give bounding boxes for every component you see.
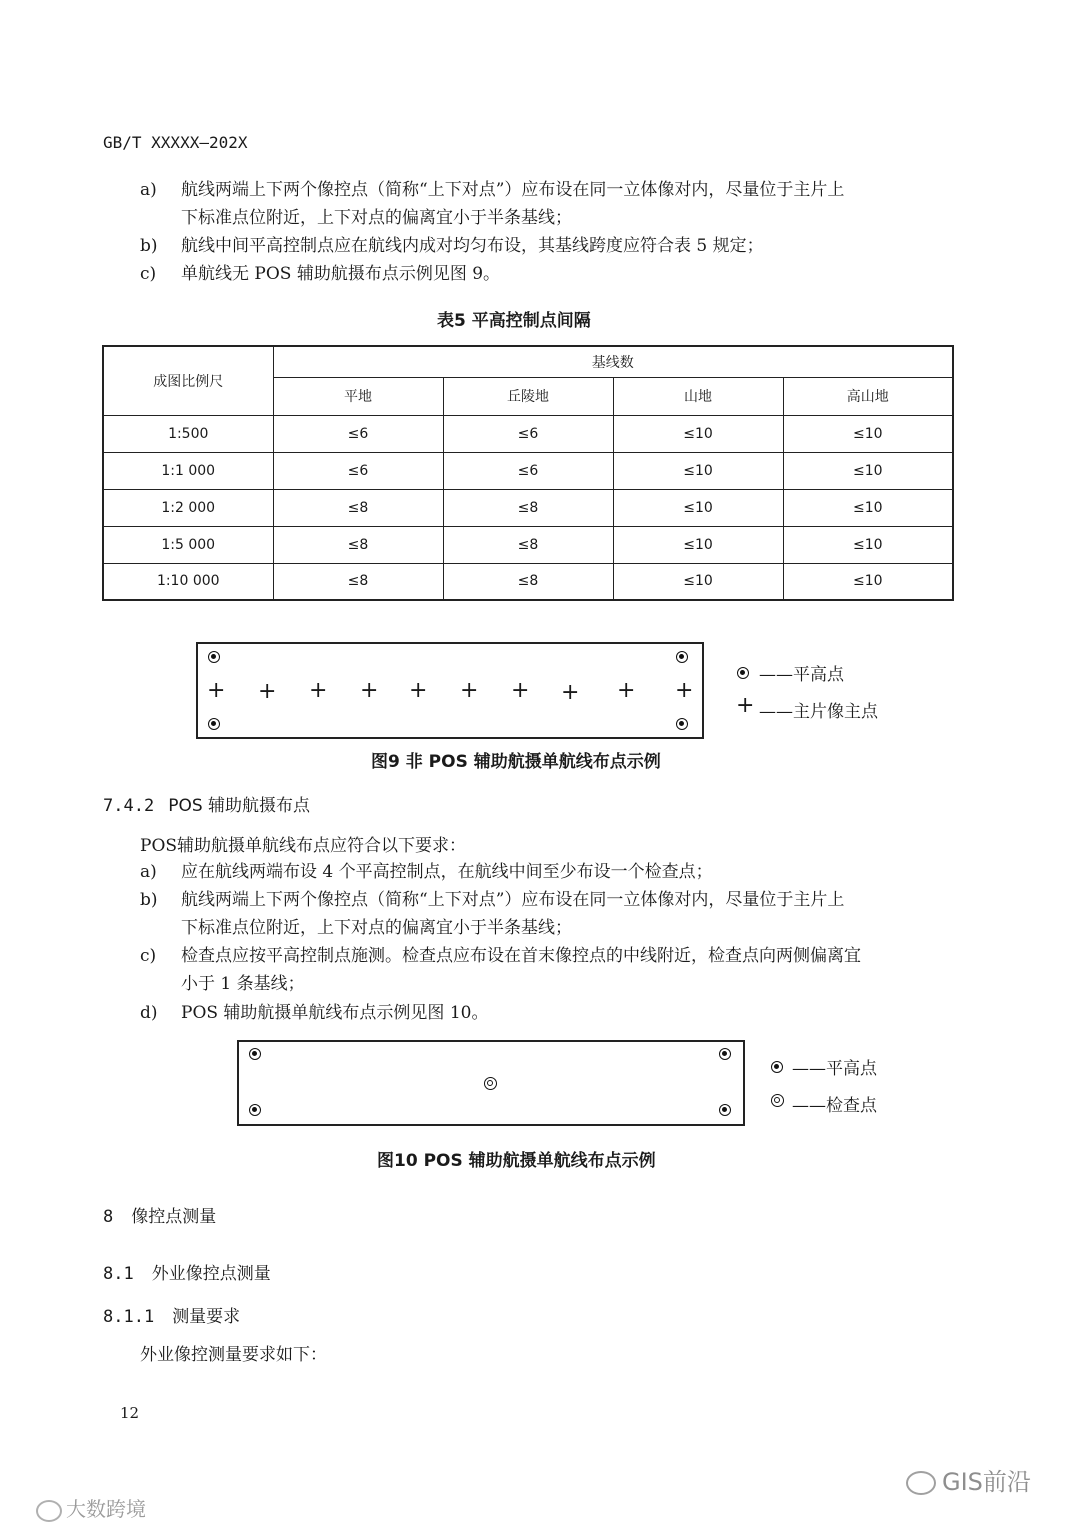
list-item-text: 航线两端上下两个像控点（简称“上下对点”）应布设在同一立体像对内，尽量位于主片上 — [181, 180, 845, 200]
principal-point-icon: + — [309, 678, 328, 703]
value-cell: ≤6 — [443, 415, 613, 452]
table-row — [103, 452, 953, 489]
check-point-icon — [771, 1094, 784, 1107]
value-cell: ≤10 — [783, 526, 953, 563]
scale-cell: 1:2 000 — [103, 489, 273, 526]
terrain-header: 平地 — [273, 377, 443, 415]
figure10-caption: 图10 POS 辅助航摄单航线布点示例 — [377, 1151, 656, 1171]
page-number: 12 — [120, 1404, 140, 1422]
principal-point-icon: + — [736, 693, 755, 718]
table-caption: 表5 平高控制点间隔 — [437, 311, 591, 331]
section-heading: 8.1 外业像控点测量 — [103, 1264, 271, 1284]
scale-cell: 1:10 000 — [103, 563, 273, 600]
section-heading: 8.1.1 测量要求 — [103, 1307, 241, 1327]
table-row — [103, 415, 953, 452]
figure9-diagram — [196, 642, 704, 739]
list-item-text: 下标准点位附近，上下对点的偏离宜小于半条基线； — [181, 918, 572, 938]
standard-id: GB/T XXXXX—202X — [103, 133, 248, 152]
principal-point-icon: + — [207, 678, 226, 703]
control-point-icon — [676, 718, 688, 730]
principal-point-icon: + — [511, 678, 530, 703]
list-item-text: 应在航线两端布设 4 个平高控制点，在航线中间至少布设一个检查点； — [181, 862, 713, 882]
legend-principal-label: ——主片像主点 — [759, 702, 878, 722]
list-item-text: POS 辅助航摄单航线布点示例见图 10。 — [181, 1003, 489, 1023]
value-cell: ≤8 — [273, 526, 443, 563]
list-item-marker: a) — [140, 862, 157, 882]
chat-icon — [36, 1500, 62, 1522]
figure9-caption: 图9 非 POS 辅助航摄单航线布点示例 — [371, 752, 661, 772]
paragraph: 外业像控测量要求如下： — [140, 1345, 327, 1365]
table-header-row — [103, 346, 953, 377]
list-item-text: 单航线无 POS 辅助航摄布点示例见图 9。 — [181, 264, 501, 284]
figure10-diagram — [237, 1040, 745, 1126]
terrain-header: 丘陵地 — [443, 377, 613, 415]
list-item-text: 小于 1 条基线； — [181, 974, 305, 994]
check-point-icon — [484, 1077, 497, 1090]
list-item-text: 下标准点位附近，上下对点的偏离宜小于半条基线； — [181, 208, 572, 228]
section-heading: 8 像控点测量 — [103, 1207, 217, 1227]
paragraph: POS辅助航摄单航线布点应符合以下要求： — [140, 836, 467, 856]
principal-point-icon: + — [617, 678, 636, 703]
principal-point-icon: + — [258, 679, 277, 704]
value-cell: ≤10 — [783, 452, 953, 489]
value-cell: ≤8 — [273, 563, 443, 600]
value-cell: ≤8 — [443, 489, 613, 526]
value-cell: ≤10 — [613, 452, 783, 489]
principal-point-icon: + — [360, 678, 379, 703]
control-interval-table — [102, 345, 954, 601]
principal-point-icon: + — [460, 678, 479, 703]
control-point-icon — [208, 651, 220, 663]
value-cell: ≤8 — [273, 489, 443, 526]
control-point-icon — [249, 1048, 261, 1060]
value-cell: ≤10 — [783, 415, 953, 452]
value-cell: ≤8 — [443, 563, 613, 600]
scale-header: 成图比例尺 — [103, 346, 273, 415]
control-point-icon — [208, 718, 220, 730]
scale-cell: 1:5 000 — [103, 526, 273, 563]
section-heading: 7.4.2 POS 辅助航摄布点 — [103, 796, 311, 816]
scale-cell: 1:1 000 — [103, 452, 273, 489]
list-item-text: 检查点应按平高控制点施测。检查点应布设在首末像控点的中线附近，检查点向两侧偏离宜 — [181, 946, 861, 966]
baseline-count-header: 基线数 — [273, 346, 953, 377]
value-cell: ≤6 — [273, 452, 443, 489]
control-point-icon — [737, 667, 749, 679]
legend-check-label: ——检查点 — [792, 1096, 877, 1116]
control-point-icon — [676, 651, 688, 663]
list-item-marker: d) — [140, 1003, 158, 1023]
scale-cell: 1:500 — [103, 415, 273, 452]
table-row — [103, 563, 953, 600]
list-item-text: 航线两端上下两个像控点（简称“上下对点”）应布设在同一立体像对内，尽量位于主片上 — [181, 890, 845, 910]
watermark-left: 大数跨境 — [36, 1493, 146, 1522]
value-cell: ≤10 — [783, 489, 953, 526]
control-point-icon — [771, 1061, 783, 1073]
principal-point-icon: + — [675, 678, 694, 703]
legend-control-label: ——平高点 — [759, 665, 844, 685]
principal-point-icon: + — [409, 678, 428, 703]
wechat-icon — [906, 1471, 936, 1495]
watermark-right: GIS前沿 — [906, 1462, 1031, 1497]
terrain-header: 山地 — [613, 377, 783, 415]
value-cell: ≤10 — [613, 489, 783, 526]
control-point-icon — [719, 1104, 731, 1116]
value-cell: ≤6 — [273, 415, 443, 452]
list-item-text: 航线中间平高控制点应在航线内成对均匀布设，其基线跨度应符合表 5 规定； — [181, 236, 764, 256]
value-cell: ≤10 — [613, 526, 783, 563]
table-row — [103, 526, 953, 563]
list-item-marker: c) — [140, 946, 157, 966]
list-item-marker: a) — [140, 180, 157, 200]
value-cell: ≤6 — [443, 452, 613, 489]
value-cell: ≤8 — [443, 526, 613, 563]
control-point-icon — [719, 1048, 731, 1060]
table-row — [103, 489, 953, 526]
list-item-marker: b) — [140, 236, 158, 256]
legend-control-label: ——平高点 — [792, 1059, 877, 1079]
list-item-marker: c) — [140, 264, 157, 284]
terrain-header: 高山地 — [783, 377, 953, 415]
control-point-icon — [249, 1104, 261, 1116]
value-cell: ≤10 — [783, 563, 953, 600]
list-item-marker: b) — [140, 890, 158, 910]
value-cell: ≤10 — [613, 563, 783, 600]
principal-point-icon: + — [561, 680, 580, 705]
value-cell: ≤10 — [613, 415, 783, 452]
